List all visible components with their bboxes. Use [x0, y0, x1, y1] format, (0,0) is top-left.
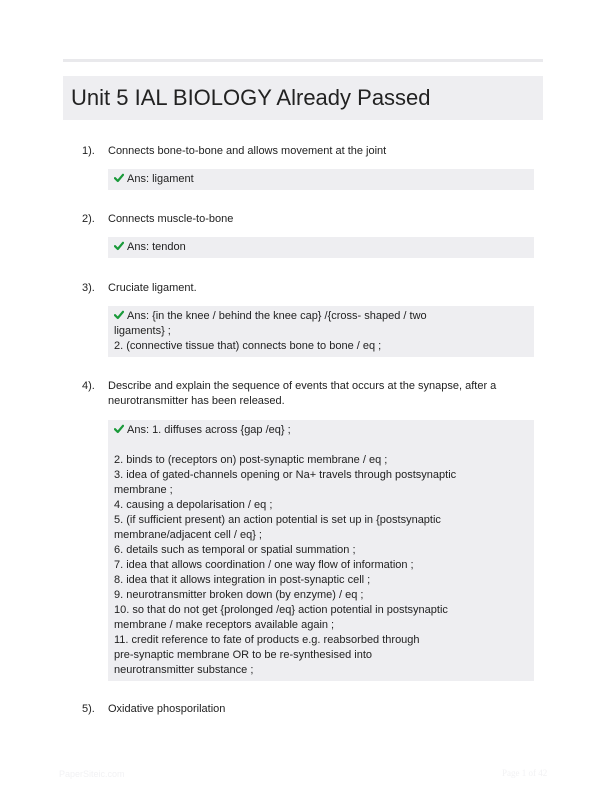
answer-line: 2. (connective tissue that) connects bone to bone / eq ; — [114, 340, 382, 352]
answer-line: 7. idea that allows coordination / one way flow of information ; — [114, 559, 414, 571]
answer-line: 9. neurotransmitter broken down (by enzyme) / eq ; — [114, 589, 364, 601]
question-text-line: neurotransmitter has been released. — [108, 395, 285, 407]
answer-box-3 — [108, 306, 534, 357]
checkmark-icon — [114, 173, 124, 183]
answer-line: 11. credit reference to fate of products e.g. reabsorbed through — [114, 634, 420, 646]
answer-line: 8. idea that it allows integration in post-synaptic cell ; — [114, 574, 371, 586]
question-text — [108, 379, 498, 409]
answer-line: neurotransmitter substance ; — [114, 664, 254, 676]
question-number: 5). — [82, 703, 95, 715]
question-number: 4). — [82, 380, 95, 392]
answer-line: membrane / make receptors available again ; — [114, 619, 335, 631]
answer-line: Ans: {in the knee / behind the knee cap} /{cross- shaped / two — [114, 309, 528, 324]
answer-line: 5. (if sufficient present) an action potential is set up in {postsynaptic — [114, 514, 441, 526]
answer-box-4 — [108, 420, 534, 681]
answer-line: ligaments} ; — [114, 325, 171, 337]
question-text: Connects bone-to-bone and allows movement at the joint — [108, 145, 387, 157]
answer-blank-line — [114, 438, 528, 453]
footer-watermark: PaperSiteic.com — [59, 769, 125, 779]
question-number: 2). — [82, 213, 95, 225]
question-number: 1). — [82, 145, 95, 157]
answer-line: membrane ; — [114, 484, 173, 496]
answer-line: Ans: 1. diffuses across {gap /eq} ; — [114, 423, 528, 438]
answer-line: pre-synaptic membrane OR to be re-synthesised into — [114, 649, 373, 661]
answer-line: 10. so that do not get {prolonged /eq} action potential in postsynaptic — [114, 604, 448, 616]
answer-line: 6. details such as temporal or spatial summation ; — [114, 544, 356, 556]
answer-box-2 — [108, 237, 534, 258]
question-number: 3). — [82, 282, 95, 294]
page-number: Page 1 of 42 — [502, 768, 548, 778]
checkmark-icon — [114, 241, 124, 251]
question-text: Oxidative phosporilation — [108, 703, 226, 715]
answer-line: membrane/adjacent cell / eq} ; — [114, 529, 262, 541]
checkmark-icon — [114, 310, 124, 320]
answer-line: Ans: tendon — [114, 240, 528, 255]
question-text: Connects muscle-to-bone — [108, 213, 234, 225]
answer-line: Ans: ligament — [114, 172, 528, 187]
title-banner — [63, 76, 543, 120]
question-text-line: Describe and explain the sequence of events that occurs at the synapse, after a — [108, 380, 497, 392]
answer-box-1 — [108, 169, 534, 190]
answer-line: 4. causing a depolarisation / eq ; — [114, 499, 273, 511]
top-divider — [63, 59, 543, 62]
answer-line: 3. idea of gated-channels opening or Na+ travels through postsynaptic — [114, 469, 457, 481]
checkmark-icon — [114, 424, 124, 434]
answer-line: 2. binds to (receptors on) post-synaptic membrane / eq ; — [114, 454, 388, 466]
page-title: Unit 5 IAL BIOLOGY Already Passed — [71, 85, 431, 110]
question-text: Cruciate ligament. — [108, 282, 197, 294]
